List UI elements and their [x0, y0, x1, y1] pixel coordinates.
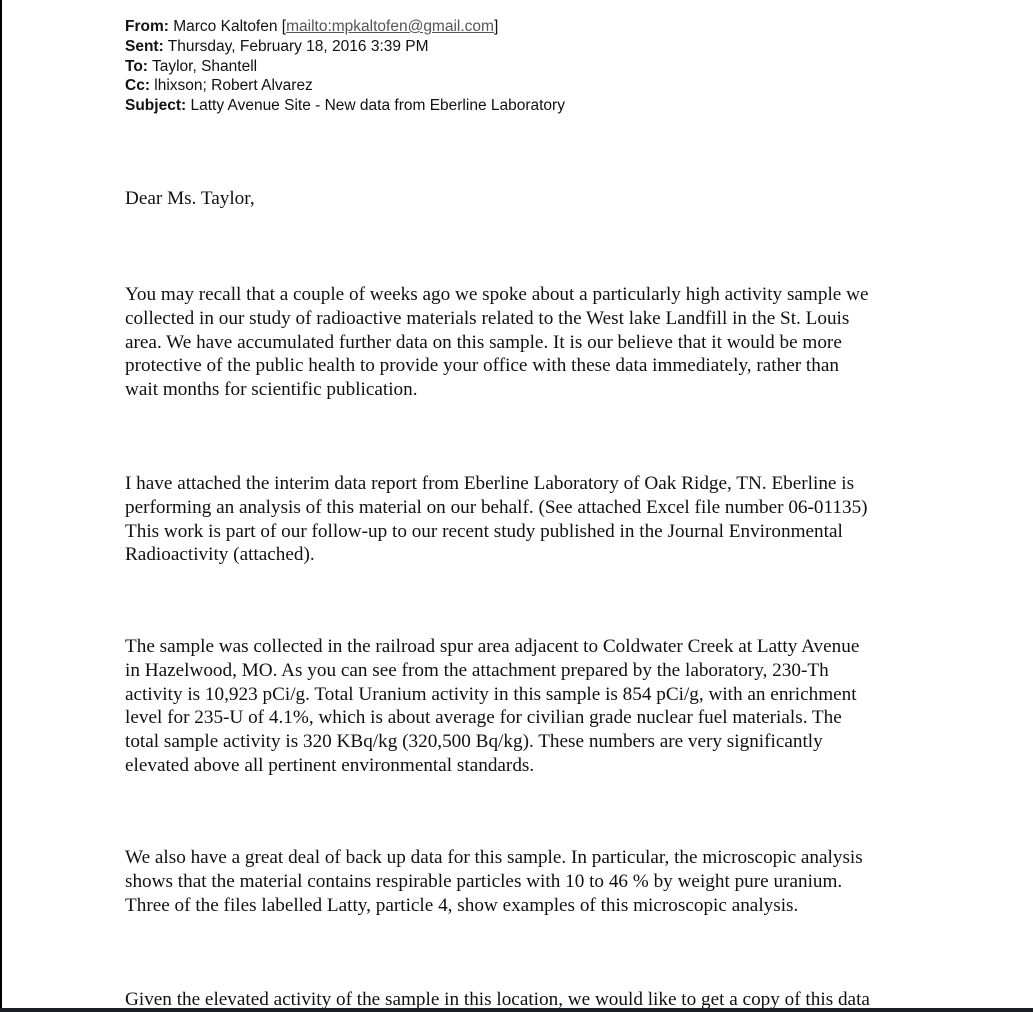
bottom-dark-strip: [0, 1008, 1033, 1012]
paragraph-line: performing an analysis of this material on our behalf. (See attached Excel file number 06-01135): [125, 496, 868, 518]
subject-label: Subject:: [125, 97, 187, 115]
paragraph-line: activity is 10,923 pCi/g. Total Uranium activity in this sample is 854 pCi/g, with an enrichment: [125, 683, 857, 705]
to-row: [125, 57, 565, 77]
paragraph-request-copy: [125, 988, 925, 1008]
salutation: [125, 187, 925, 211]
paragraph-attached-report: [125, 472, 925, 567]
from-name: Marco Kaltofen: [173, 18, 278, 35]
paragraph-line: protective of the public health to provide your office with these data immediately, rather than: [125, 355, 839, 377]
paragraph-line: collected in our study of radioactive materials related to the West lake Landfill in the St. Louis: [125, 307, 850, 329]
cc-label: Cc:: [125, 77, 150, 95]
paragraph-line: Radioactivity (attached).: [125, 544, 315, 566]
paragraph-line: You may recall that a couple of weeks ago we spoke about a particularly high activity sample we: [125, 284, 869, 305]
paragraph-backup-data: [125, 846, 925, 917]
from-label: From:: [125, 18, 169, 35]
paragraph-line: elevated above all pertinent environmental standards.: [125, 754, 535, 776]
sent-row: [125, 37, 565, 57]
paragraph-line: level for 235-U of 4.1%, which is about average for civilian grade nuclear fuel materials. The: [125, 707, 842, 729]
sent-label: Sent:: [125, 37, 164, 55]
paragraph-line: Three of the files labelled Latty, particle 4, show examples of this microscopic analysis.: [125, 894, 799, 916]
paragraph-line: area. We have accumulated further data on this sample. It is our believe that it would be more: [125, 331, 842, 353]
from-row: [125, 17, 565, 37]
from-bracket-open: [: [277, 18, 287, 35]
paragraph-sample-activity: [125, 635, 925, 778]
from-bracket-close: ]: [493, 18, 499, 35]
paragraph-line: shows that the material contains respirable particles with 10 to 46 % by weight pure uranium.: [125, 870, 843, 892]
to-value: Taylor, Shantell: [147, 57, 258, 75]
salutation-text: Dear Ms. Taylor,: [125, 188, 255, 209]
to-label: To:: [125, 57, 148, 75]
email-header: [125, 17, 565, 116]
sent-value: Thursday, February 18, 2016 3:39 PM: [163, 37, 429, 55]
from-email-link[interactable]: mailto:mpkaltofen@gmail.com: [286, 18, 494, 35]
paragraph-line: The sample was collected in the railroad spur area adjacent to Coldwater Creek at Latty Avenue: [125, 636, 860, 657]
paragraph-line: wait months for scientific publication.: [125, 379, 418, 401]
subject-row: [125, 96, 565, 116]
paragraph-line: Given the elevated activity of the sample in this location, we would like to get a copy of this data: [125, 989, 870, 1008]
paragraph-recall-sample: [125, 283, 925, 402]
paragraph-line: We also have a great deal of back up data for this sample. In particular, the microscopic analysis: [125, 847, 863, 868]
cc-row: [125, 76, 565, 96]
paragraph-line: I have attached the interim data report from Eberline Laboratory of Oak Ridge, TN. Eberline is: [125, 473, 855, 494]
paragraph-line: in Hazelwood, MO. As you can see from the attachment prepared by the laboratory, 230-Th: [125, 659, 829, 681]
paragraph-line: This work is part of our follow-up to our recent study published in the Journal Environmental: [125, 520, 843, 542]
cc-value: lhixson; Robert Alvarez: [149, 77, 313, 95]
subject-value: Latty Avenue Site - New data from Eberline Laboratory: [186, 97, 565, 115]
paragraph-line: total sample activity is 320 KBq/kg (320,500 Bq/kg). These numbers are very significantly: [125, 731, 823, 753]
